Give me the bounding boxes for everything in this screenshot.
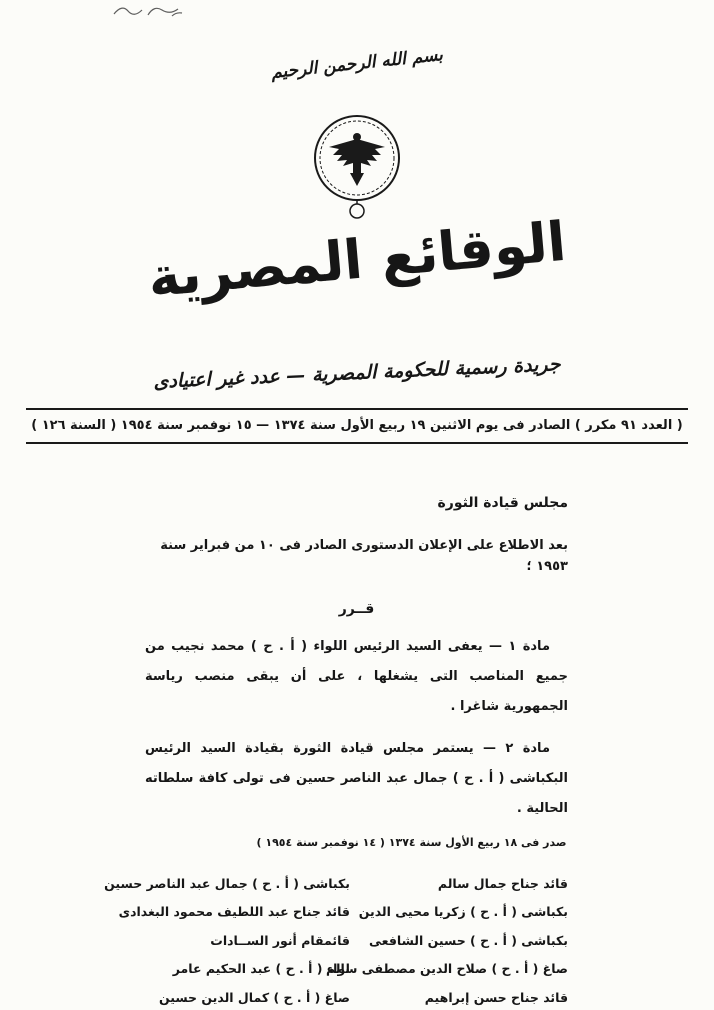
decree-heading: مجلس قيادة الثورة [437, 495, 568, 511]
decision-word: قــرر [338, 600, 375, 617]
signature-item: قائد جناح جمال سالم [437, 875, 568, 891]
signature-block [104, 870, 568, 1010]
signature-item: قائد جناح حسن إبراهيم [424, 989, 568, 1005]
signature-item: بكباشى ( أ . ح ) زكريا محيى الدين [358, 904, 568, 920]
gazette-title: الوقائع المصرية [145, 209, 569, 310]
signature-item: قائد جناح عبد اللطيف محمود البغدادى [118, 904, 350, 920]
signature-left-column [104, 870, 350, 1010]
signature-item: بكباشى ( أ . ح ) جمال عبد الناصر حسين [104, 875, 350, 891]
issue-info-bar: ( العدد ٩١ مكرر ) الصادر فى يوم الاثنين ١٩ ربيع الأول سنة ١٣٧٤ — ١٥ نوفمبر سنة ١٩٥٤ ( السنة ١٢٦ ) [26, 408, 688, 444]
decree-body [104, 492, 568, 1010]
issue-date-line: صدر فى ١٨ ربيع الأول سنة ١٣٧٤ ( ١٤ نوفمبر سنة ١٩٥٤ ) [256, 836, 567, 850]
bismillah-calligraphy: بسم الله الرحمن الرحيم [270, 45, 444, 83]
decree-preamble: بعد الاطلاع على الإعلان الدستورى الصادر فى ١٠ من فبراير سنة ١٩٥٣ ؛ [160, 538, 568, 575]
signature-item: صاغ ( أ . ح ) كمال الدين حسين [158, 989, 350, 1005]
gazette-subtitle: جريدة رسمية للحكومة المصرية — عدد غير اعتيادى [153, 353, 561, 393]
signature-right-column [325, 870, 568, 1010]
signature-item: صاغ ( أ . ح ) صلاح الدين مصطفى سالم [325, 961, 568, 977]
pen-scribble [112, 2, 186, 20]
signature-item: قائمقام أنور الســادات [210, 932, 350, 948]
state-emblem [309, 112, 405, 226]
signature-item: لواء ( أ . ح ) عبد الحكيم عامر [172, 961, 350, 977]
article-1: مادة ١ — يعفى السيد الرئيس اللواء ( أ . ح ) محمد نجيب من جميع المناصب التى يشغلها ، على أن يبقى منصب رياسة الجمهورية شاغرا . [145, 639, 568, 715]
eagle-seal-icon [309, 112, 405, 222]
signature-item: بكباشى ( أ . ح ) حسين الشافعى [369, 932, 568, 948]
article-2: مادة ٢ — يستمر مجلس قيادة الثورة بقيادة السيد الرئيس البكباشى ( أ . ح ) جمال عبد الناصر حسين فى تولى كافة سلطاته الحالية . [145, 741, 568, 817]
